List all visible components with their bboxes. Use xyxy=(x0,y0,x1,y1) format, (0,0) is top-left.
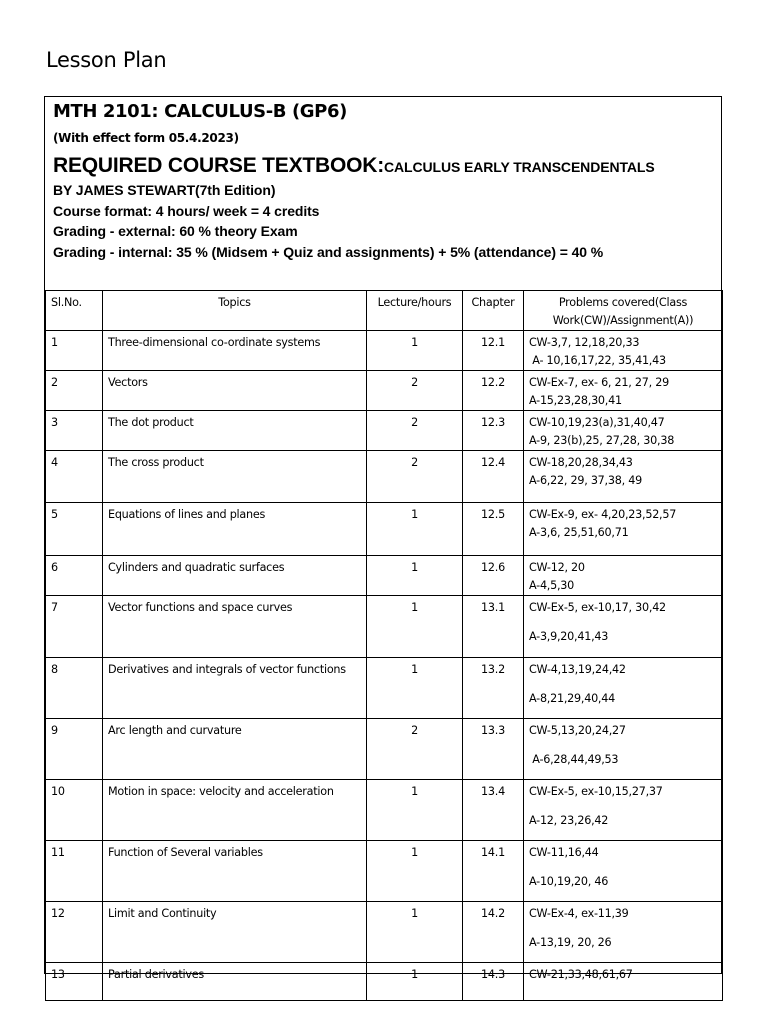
row-hours: 1 xyxy=(367,658,463,719)
row-classwork: CW-21,33,48,61,67 xyxy=(529,968,633,981)
row-hours: 1 xyxy=(367,780,463,841)
table-row xyxy=(46,841,723,902)
row-hours: 1 xyxy=(367,503,463,556)
row-topic: Three-dimensional co-ordinate systems xyxy=(103,331,367,371)
row-classwork: CW-11,16,44 xyxy=(529,846,599,859)
row-classwork: CW-Ex-5, ex-10,17, 30,42 xyxy=(529,601,666,614)
header-problems-line2: Work(CW)/Assignment(A)) xyxy=(552,314,694,327)
row-number: 3 xyxy=(46,411,103,451)
table-row xyxy=(46,503,723,556)
header-slno: Sl.No. xyxy=(46,291,103,331)
row-topic: Function of Several variables xyxy=(103,841,367,902)
row-chapter: 13.1 xyxy=(463,596,524,658)
row-chapter: 14.3 xyxy=(463,963,524,1001)
row-chapter: 12.5 xyxy=(463,503,524,556)
row-number: 1 xyxy=(46,331,103,371)
page-title: Lesson Plan xyxy=(46,48,167,72)
row-problems xyxy=(524,411,723,451)
row-number: 9 xyxy=(46,719,103,780)
course-header xyxy=(45,97,721,290)
row-chapter: 13.3 xyxy=(463,719,524,780)
row-assignment: A-3,6, 25,51,60,71 xyxy=(529,526,629,539)
row-number: 4 xyxy=(46,451,103,503)
row-problems xyxy=(524,658,723,719)
row-assignment: A-8,21,29,40,44 xyxy=(529,692,615,705)
course-code-title: MTH 2101: CALCULUS-B (GP6) xyxy=(53,101,347,122)
row-assignment: A-6,28,44,49,53 xyxy=(529,753,619,766)
row-chapter: 12.3 xyxy=(463,411,524,451)
row-topic: The cross product xyxy=(103,451,367,503)
row-number: 12 xyxy=(46,902,103,963)
table-row xyxy=(46,963,723,1001)
row-classwork: CW-12, 20 xyxy=(529,561,585,574)
row-problems xyxy=(524,371,723,411)
row-assignment: A-12, 23,26,42 xyxy=(529,814,609,827)
header-chapter: Chapter xyxy=(463,291,524,331)
effective-date: (With effect form 05.4.2023) xyxy=(53,131,239,145)
lesson-plan-box xyxy=(44,96,722,981)
row-number: 11 xyxy=(46,841,103,902)
row-topic: Motion in space: velocity and acceleration xyxy=(103,780,367,841)
row-hours: 2 xyxy=(367,411,463,451)
row-problems xyxy=(524,503,723,556)
row-chapter: 12.6 xyxy=(463,556,524,596)
row-classwork: CW-Ex-5, ex-10,15,27,37 xyxy=(529,785,663,798)
textbook-line xyxy=(53,154,655,178)
row-classwork: CW-18,20,28,34,43 xyxy=(529,456,633,469)
row-topic: Vector functions and space curves xyxy=(103,596,367,658)
lesson-table xyxy=(45,290,723,1001)
row-chapter: 13.4 xyxy=(463,780,524,841)
header-problems xyxy=(524,291,723,331)
row-assignment: A-10,19,20, 46 xyxy=(529,875,609,888)
course-format: Course format: 4 hours/ week = 4 credits xyxy=(53,203,320,219)
row-hours: 2 xyxy=(367,451,463,503)
table-row xyxy=(46,556,723,596)
row-topic: The dot product xyxy=(103,411,367,451)
table-header-row xyxy=(46,291,723,331)
row-assignment: A-9, 23(b),25, 27,28, 30,38 xyxy=(529,434,675,447)
textbook-name: CALCULUS EARLY TRANSCENDENTALS xyxy=(384,159,655,175)
row-assignment: A-3,9,20,41,43 xyxy=(529,630,609,643)
row-classwork: CW-5,13,20,24,27 xyxy=(529,724,626,737)
row-number: 5 xyxy=(46,503,103,556)
row-number: 2 xyxy=(46,371,103,411)
row-problems xyxy=(524,841,723,902)
header-problems-line1: Problems covered(Class xyxy=(558,296,688,309)
table-row xyxy=(46,411,723,451)
header-hours: Lecture/hours xyxy=(367,291,463,331)
row-assignment: A-6,22, 29, 37,38, 49 xyxy=(529,474,642,487)
row-chapter: 14.1 xyxy=(463,841,524,902)
row-chapter: 12.4 xyxy=(463,451,524,503)
row-hours: 1 xyxy=(367,331,463,371)
table-row xyxy=(46,331,723,371)
row-problems xyxy=(524,451,723,503)
header-topics: Topics xyxy=(103,291,367,331)
row-hours: 2 xyxy=(367,371,463,411)
table-row xyxy=(46,371,723,411)
grading-internal: Grading - internal: 35 % (Midsem + Quiz and assignments) + 5% (attendance) = 40 % xyxy=(53,244,604,260)
table-row xyxy=(46,658,723,719)
row-topic: Limit and Continuity xyxy=(103,902,367,963)
textbook-label: REQUIRED COURSE TEXTBOOK: xyxy=(53,154,385,177)
row-problems xyxy=(524,596,723,658)
row-number: 10 xyxy=(46,780,103,841)
row-topic: Arc length and curvature xyxy=(103,719,367,780)
table-row xyxy=(46,902,723,963)
row-assignment: A-4,5,30 xyxy=(529,579,575,592)
row-chapter: 14.2 xyxy=(463,902,524,963)
row-classwork: CW-Ex-9, ex- 4,20,23,52,57 xyxy=(529,508,677,521)
row-topic: Derivatives and integrals of vector functions xyxy=(103,658,367,719)
row-chapter: 12.1 xyxy=(463,331,524,371)
row-assignment: A- 10,16,17,22, 35,41,43 xyxy=(529,354,666,367)
row-topic: Partial derivatives xyxy=(103,963,367,1001)
row-topic: Vectors xyxy=(103,371,367,411)
table-row xyxy=(46,780,723,841)
row-problems xyxy=(524,963,723,1001)
row-topic: Cylinders and quadratic surfaces xyxy=(103,556,367,596)
row-chapter: 13.2 xyxy=(463,658,524,719)
table-row xyxy=(46,451,723,503)
row-classwork: CW-3,7, 12,18,20,33 xyxy=(529,336,640,349)
row-number: 6 xyxy=(46,556,103,596)
row-number: 13 xyxy=(46,963,103,1001)
row-hours: 1 xyxy=(367,963,463,1001)
row-hours: 1 xyxy=(367,596,463,658)
row-topic: Equations of lines and planes xyxy=(103,503,367,556)
row-hours: 2 xyxy=(367,719,463,780)
textbook-author: BY JAMES STEWART(7th Edition) xyxy=(53,182,276,198)
row-problems xyxy=(524,902,723,963)
grading-external: Grading - external: 60 % theory Exam xyxy=(53,223,298,239)
row-number: 7 xyxy=(46,596,103,658)
row-problems xyxy=(524,719,723,780)
table-row xyxy=(46,719,723,780)
row-hours: 1 xyxy=(367,902,463,963)
table-row xyxy=(46,596,723,658)
row-classwork: CW-4,13,19,24,42 xyxy=(529,663,626,676)
row-problems xyxy=(524,331,723,371)
row-assignment: A-13,19, 20, 26 xyxy=(529,936,612,949)
row-classwork: CW-Ex-7, ex- 6, 21, 27, 29 xyxy=(529,376,669,389)
row-number: 8 xyxy=(46,658,103,719)
row-problems xyxy=(524,556,723,596)
row-chapter: 12.2 xyxy=(463,371,524,411)
row-hours: 1 xyxy=(367,556,463,596)
row-hours: 1 xyxy=(367,841,463,902)
row-classwork: CW-10,19,23(a),31,40,47 xyxy=(529,416,665,429)
row-problems xyxy=(524,780,723,841)
row-assignment: A-15,23,28,30,41 xyxy=(529,394,622,407)
row-classwork: CW-Ex-4, ex-11,39 xyxy=(529,907,629,920)
